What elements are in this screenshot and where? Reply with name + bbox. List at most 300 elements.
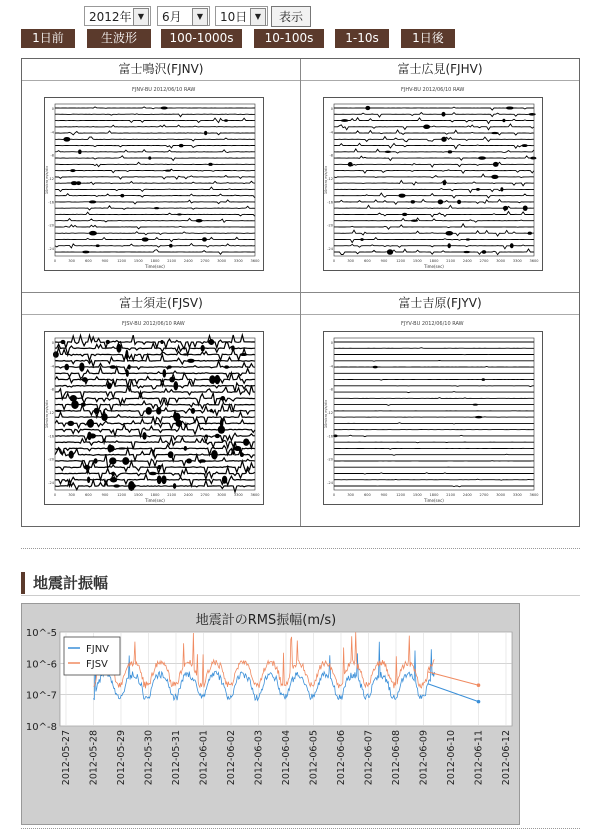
x-tick-label: 0 [53, 493, 57, 497]
y-tick-label: -12 [48, 177, 54, 181]
x-tick-label: 2012-05-29 [116, 730, 127, 786]
trace-line [55, 162, 255, 166]
event-mark [177, 213, 183, 215]
trace-line [334, 361, 534, 362]
event-mark [84, 465, 90, 470]
x-tick-label: 2700 [479, 259, 489, 263]
event-mark [67, 421, 74, 426]
trace-line [334, 156, 534, 161]
seismogram-plot[interactable] [44, 331, 264, 505]
x-tick-label: 0 [332, 259, 336, 263]
raw-waveform-button[interactable]: 生波形 [87, 29, 151, 48]
event-mark [64, 364, 69, 371]
next-day-button[interactable]: 1日後 [401, 29, 455, 48]
trace-line [55, 244, 255, 248]
trace-line [55, 225, 255, 229]
y-tick-label: 10^-5 [25, 628, 57, 639]
event-mark [385, 151, 391, 153]
event-mark [475, 416, 483, 418]
x-tick-label: 2012-05-31 [171, 730, 182, 786]
event-mark [191, 408, 195, 414]
event-mark [165, 170, 172, 172]
x-tick-label: 600 [363, 259, 371, 263]
event-mark [89, 433, 96, 438]
station-title: 富士須走(FJSV) [22, 293, 300, 315]
event-mark [87, 419, 94, 428]
trace-line [55, 405, 255, 417]
event-mark [186, 458, 192, 463]
x-tick-label: 2700 [200, 493, 210, 497]
x-tick-label: 2012-06-01 [198, 730, 210, 786]
trace-line [334, 392, 534, 393]
day-value: 10日 [220, 10, 248, 24]
trace-line [334, 113, 534, 118]
y-tick-label: -20 [327, 223, 333, 228]
event-mark [108, 444, 113, 452]
event-mark [94, 408, 100, 414]
event-mark [205, 435, 208, 438]
y-tick-label: 0 [330, 107, 333, 111]
x-tick-label: 300 [347, 493, 355, 497]
seismogram-plot[interactable] [323, 97, 543, 271]
trace-line [55, 176, 255, 180]
chart-title: 地震計のRMS振幅(m/s) [195, 613, 337, 628]
station-cell-fjsv [22, 293, 301, 526]
chart-legend [64, 637, 120, 675]
y-tick-label: -24 [327, 247, 333, 251]
x-tick-label: 2012-06-11 [473, 730, 485, 786]
event-mark [160, 107, 168, 110]
x-tick-label: 1200 [396, 259, 406, 263]
y-tick-label: -16 [48, 200, 54, 205]
x-axis-label: Time(sec) [424, 498, 444, 503]
plot-caption: FJYV-BU 2012/06/10 RAW [401, 321, 464, 327]
event-mark [149, 472, 157, 475]
event-mark [128, 481, 135, 491]
event-mark [113, 484, 120, 487]
bottom-divider [21, 828, 580, 829]
event-mark [510, 243, 514, 248]
event-mark [89, 231, 97, 236]
event-mark [523, 205, 528, 210]
event-mark [482, 250, 487, 254]
trace-line [334, 405, 534, 406]
event-mark [500, 187, 503, 191]
x-tick-label: 3300 [233, 259, 243, 263]
event-mark [199, 459, 206, 462]
x-tick-label: 2400 [462, 259, 472, 263]
trace-line [55, 385, 255, 399]
event-mark [154, 207, 160, 209]
event-mark [162, 369, 166, 378]
event-mark [109, 365, 116, 368]
x-tick-label: 2012-06-12 [501, 730, 512, 786]
trace-line [334, 170, 534, 173]
y-tick-label: -8 [329, 153, 333, 158]
trace-line [334, 193, 534, 198]
event-mark [146, 407, 152, 415]
seismogram-svg [324, 98, 542, 270]
y-axis-label: 10micro m/s/div [45, 399, 49, 429]
event-mark [82, 377, 88, 382]
trace-line [55, 219, 255, 223]
trace-line [334, 149, 534, 153]
event-mark [443, 181, 446, 185]
x-tick-label: 1200 [117, 493, 127, 497]
y-tick-label: 0 [51, 107, 54, 111]
event-mark [240, 452, 244, 457]
seismogram-grid [21, 58, 580, 527]
trace-line [334, 212, 534, 217]
trace-line [55, 114, 255, 117]
trace-line [334, 230, 534, 236]
trace-line [334, 244, 534, 248]
x-tick-label: 0 [332, 493, 336, 497]
x-tick-label: 300 [347, 259, 355, 263]
station-title: 富士鳴沢(FJNV) [22, 59, 300, 81]
event-mark [360, 238, 363, 241]
x-tick-label: 3300 [512, 493, 522, 497]
station-cell-fjyv [301, 293, 579, 526]
event-mark [61, 340, 66, 344]
y-tick-label: -16 [48, 434, 54, 439]
x-tick-label: 1800 [150, 259, 160, 263]
trace-line [55, 417, 255, 429]
plot-caption: FJHV-BU 2012/06/10 RAW [401, 87, 465, 93]
trace-line [334, 107, 534, 110]
event-mark [53, 351, 59, 358]
x-tick-label: 3000 [217, 259, 227, 263]
trace-line [55, 348, 255, 361]
trace-line [334, 174, 534, 178]
event-mark [243, 438, 249, 445]
event-mark [201, 345, 205, 352]
trace-line [334, 200, 534, 205]
x-tick-label: 1200 [396, 493, 406, 497]
event-mark [69, 451, 74, 459]
station-cell-fjhv [301, 59, 579, 293]
trace-line [55, 137, 255, 141]
event-mark [478, 156, 486, 159]
event-mark [78, 150, 81, 155]
trace-line [55, 442, 255, 455]
trace-line [55, 125, 255, 127]
trace-line [55, 237, 255, 241]
trace-line [55, 200, 255, 204]
event-mark [118, 447, 126, 449]
trace-line [334, 218, 534, 222]
event-mark [148, 156, 151, 159]
x-tick-label: 2400 [183, 493, 193, 497]
x-tick-label: 2012-06-10 [446, 730, 457, 786]
event-mark [473, 404, 478, 406]
event-mark [96, 244, 100, 247]
event-mark [70, 169, 75, 172]
event-mark [476, 188, 480, 191]
y-tick-label: -12 [327, 411, 333, 415]
event-mark [87, 476, 90, 483]
event-mark [528, 232, 532, 235]
x-axis-label: Time(sec) [424, 264, 444, 269]
event-mark [109, 457, 116, 464]
event-mark [482, 378, 485, 381]
y-tick-label: -4 [50, 364, 54, 369]
year-select[interactable] [84, 6, 151, 26]
y-tick-label: -8 [50, 387, 54, 392]
trace-line [334, 442, 534, 443]
y-tick-label: -12 [327, 177, 333, 181]
trace-line [55, 169, 255, 173]
series-end-point [477, 700, 481, 704]
event-mark [208, 340, 214, 345]
x-tick-label: 2012-05-28 [88, 730, 100, 786]
event-mark [106, 340, 110, 344]
trace-line [55, 107, 255, 109]
x-tick-label: 2100 [167, 493, 177, 497]
event-mark [457, 200, 461, 204]
event-mark [224, 119, 228, 122]
event-mark [179, 144, 184, 148]
event-mark [156, 407, 161, 414]
x-tick-label: 2012-06-02 [226, 730, 237, 786]
y-tick-label: 10^-6 [25, 659, 57, 671]
event-mark [120, 194, 124, 198]
trace-line [55, 212, 255, 216]
trace-line [334, 386, 534, 387]
x-tick-label: 900 [380, 259, 388, 263]
event-mark [157, 465, 161, 469]
event-mark [218, 426, 225, 434]
x-tick-label: 3600 [529, 259, 539, 263]
y-tick-label: -4 [329, 130, 333, 135]
event-mark [209, 375, 215, 384]
x-tick-label: 2100 [167, 259, 177, 263]
event-mark [122, 457, 129, 465]
month-select[interactable] [157, 6, 210, 26]
y-tick-label: 0 [330, 341, 333, 345]
x-axis-label: Time(sec) [145, 264, 165, 269]
event-mark [71, 400, 79, 409]
trace-line [334, 448, 534, 449]
trace-line [334, 479, 534, 480]
seismogram-plot[interactable] [323, 331, 543, 505]
y-tick-label: 10^-7 [25, 690, 57, 702]
y-tick-label: -20 [48, 457, 54, 462]
trace-line [55, 181, 255, 184]
event-mark [441, 137, 447, 142]
plot-caption: FJSV-BU 2012/06/10 RAW [122, 321, 185, 327]
legend-label: FJSV [86, 659, 108, 670]
trace-line [334, 367, 534, 368]
y-tick-label: -8 [50, 153, 54, 158]
y-axis-label: 10micro m/s/div [324, 165, 328, 195]
legend-label: FJNV [86, 644, 110, 655]
event-mark [445, 231, 453, 236]
x-tick-label: 3000 [496, 259, 506, 263]
x-tick-label: 3000 [217, 493, 227, 497]
event-mark [128, 365, 131, 370]
trace-line [334, 124, 534, 130]
y-tick-label: -16 [327, 434, 333, 439]
event-mark [522, 144, 528, 147]
y-tick-label: -4 [50, 130, 54, 135]
event-mark [187, 359, 194, 363]
event-mark [341, 119, 349, 122]
event-mark [89, 200, 97, 203]
x-tick-label: 2012-06-04 [281, 730, 292, 786]
x-tick-label: 2400 [462, 493, 472, 497]
show-button[interactable]: 表示 [271, 6, 311, 27]
x-tick-label: 2012-06-06 [336, 730, 347, 786]
trace-line [334, 486, 534, 487]
trace-line [55, 187, 255, 191]
event-mark [168, 451, 174, 458]
y-tick-label: -24 [48, 247, 54, 251]
event-mark [76, 181, 81, 185]
x-tick-label: 3600 [250, 259, 260, 263]
trace-line [334, 454, 534, 455]
x-axis-label: Time(sec) [145, 498, 165, 503]
y-tick-label: 10^-8 [25, 722, 57, 733]
x-tick-label: 1500 [412, 493, 422, 497]
rms-chart-svg [22, 604, 521, 826]
event-mark [372, 366, 378, 369]
x-tick-label: 300 [68, 259, 76, 263]
section-rule [21, 595, 580, 596]
event-mark [224, 365, 229, 368]
seismogram-plot[interactable] [44, 97, 264, 271]
x-tick-label: 2012-06-05 [308, 730, 320, 786]
x-tick-label: 3600 [250, 493, 260, 497]
trace-line [334, 435, 534, 436]
month-value: 6月 [162, 10, 182, 24]
y-tick-label: -8 [329, 387, 333, 392]
trace-line [334, 380, 534, 381]
event-mark [529, 113, 536, 116]
trace-line [55, 354, 255, 367]
x-tick-label: 2012-05-27 [61, 730, 72, 786]
y-tick-label: -24 [327, 481, 333, 485]
y-tick-label: 0 [51, 341, 54, 345]
x-tick-label: 1800 [429, 259, 439, 263]
event-mark [102, 414, 106, 420]
trace-line [55, 194, 255, 198]
trace-line [334, 398, 534, 399]
trace-line [334, 423, 534, 424]
event-mark [173, 483, 176, 489]
event-mark [493, 162, 499, 167]
event-mark [240, 353, 248, 356]
x-tick-label: 900 [380, 493, 388, 497]
x-tick-label: 1500 [412, 259, 422, 263]
y-tick-label: -20 [327, 457, 333, 462]
x-tick-label: 3600 [529, 493, 539, 497]
event-mark [491, 132, 499, 134]
x-tick-label: 900 [101, 259, 109, 263]
x-tick-label: 600 [84, 493, 92, 497]
y-tick-label: -20 [48, 223, 54, 228]
band-1-10s-button[interactable]: 1-10s [335, 29, 389, 48]
event-mark [210, 409, 214, 412]
section-title: 地震計振幅 [21, 572, 108, 594]
event-mark [142, 237, 149, 241]
x-tick-label: 0 [53, 259, 57, 263]
x-tick-label: 2100 [446, 493, 456, 497]
event-mark [110, 477, 117, 482]
x-tick-label: 1500 [133, 493, 143, 497]
event-mark [463, 251, 470, 253]
event-mark [202, 237, 207, 241]
event-mark [411, 200, 415, 203]
event-mark [530, 157, 536, 160]
day-select[interactable] [215, 6, 268, 26]
x-tick-label: 3300 [512, 259, 522, 263]
event-mark [208, 163, 212, 166]
event-mark [438, 199, 444, 204]
x-tick-label: 3000 [496, 493, 506, 497]
x-tick-label: 900 [101, 493, 109, 497]
year-value: 2012年 [89, 10, 132, 24]
trace-line [334, 238, 534, 243]
event-mark [222, 476, 227, 484]
event-mark [503, 206, 508, 211]
x-tick-label: 1500 [133, 259, 143, 263]
y-tick-label: -4 [329, 364, 333, 369]
event-mark [215, 434, 220, 438]
x-tick-label: 600 [363, 493, 371, 497]
event-mark [79, 362, 84, 371]
event-mark [82, 251, 90, 254]
event-mark [126, 370, 129, 377]
trace-line [334, 189, 534, 193]
trace-line [334, 162, 534, 167]
trace-line [334, 348, 534, 349]
x-tick-label: 1800 [429, 493, 439, 497]
x-tick-label: 2700 [479, 493, 489, 497]
event-mark [116, 344, 121, 353]
event-mark [506, 106, 514, 109]
event-mark [184, 446, 187, 451]
band-10-100s-button[interactable]: 10-100s [254, 29, 324, 48]
y-axis-label: 10micro m/s/div [324, 399, 328, 429]
event-mark [169, 244, 173, 248]
event-mark [211, 450, 218, 459]
trace-line [334, 180, 534, 186]
event-mark [491, 175, 498, 179]
prev-day-button[interactable]: 1日前 [21, 29, 75, 48]
y-axis-label: 10micro m/s/div [45, 165, 49, 195]
series-end-point [477, 683, 481, 687]
chevron-down-icon: ▼ [133, 8, 149, 26]
event-mark [107, 383, 112, 390]
band-100-1000s-button[interactable]: 100-1000s [161, 29, 242, 48]
chevron-down-icon: ▼ [250, 8, 266, 26]
event-mark [448, 150, 453, 153]
seismogram-svg [45, 98, 263, 270]
event-mark [411, 220, 418, 222]
trace-line [55, 150, 255, 153]
x-tick-label: 600 [84, 259, 92, 263]
event-mark [196, 219, 203, 223]
trace-line [55, 232, 255, 235]
x-tick-label: 300 [68, 493, 76, 497]
event-mark [94, 458, 98, 463]
event-mark [398, 194, 405, 198]
seismogram-svg [45, 332, 263, 504]
x-tick-label: 2012-06-03 [253, 730, 265, 786]
event-mark [169, 377, 175, 383]
x-tick-label: 3300 [233, 493, 243, 497]
